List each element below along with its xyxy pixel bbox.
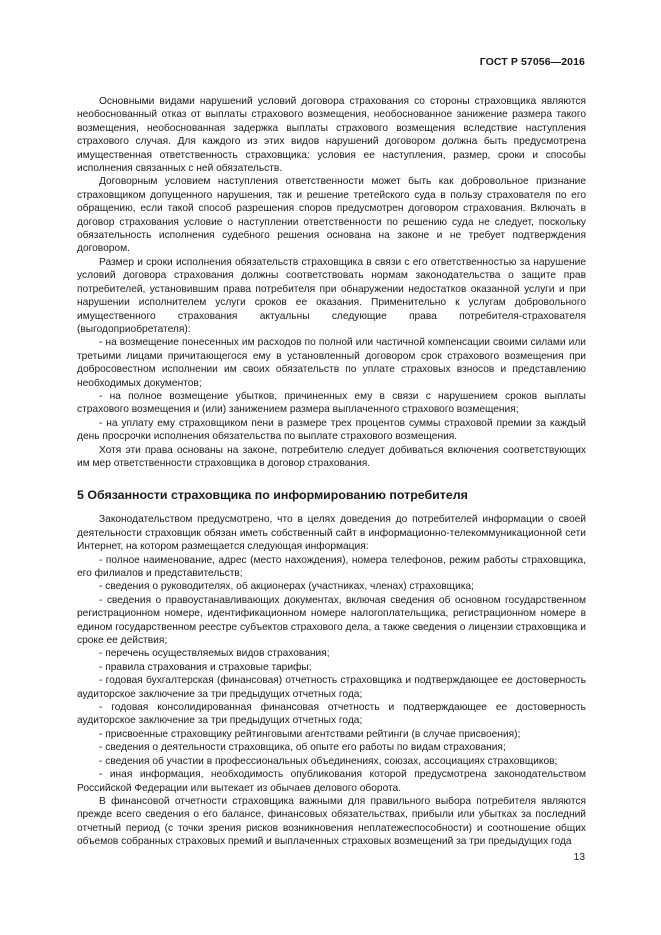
body-paragraph: - годовая бухгалтерская (финансовая) отчетность страховщика и подтверждающее ее достоверность аудиторское заключение за три предыдущих отчетных года; (77, 675, 586, 700)
body-paragraph: - сведения об участии в профессиональных объединениях, союзах, ассоциациях страховщиков; (99, 755, 558, 767)
body-paragraph: Хотя эти права основаны на законе, потребителю следует добиваться включения соответствующих им мер ответственности страховщика в договор страхования. (77, 444, 586, 469)
body-paragraph: Основными видами нарушений условий договора страхования со стороны страховщика являются необоснованный отказ от выплаты страхового возмещения, необоснованное занижение размера такого возмещения, необоснованная задержка выплаты страхового возмещения вследствие наступления страхового случая. Для каждого из этих видов нарушений договором должна быть предусмотрена имущественная ответственность страховщика: условия ее наступления, размер, сроки и способы исполнения связанных с ней обязательств. (77, 96, 586, 175)
body-paragraph: - на полное возмещение убытков, причиненных ему в связи с нарушением сроков выплаты страхового возмещения и (или) занижением размера выплаченного страхового возмещения; (77, 390, 586, 416)
section-heading: 5 Обязанности страховщика по информированию потребителя (77, 488, 468, 503)
paragraph-block-liability (77, 95, 586, 470)
body-paragraph: Размер и сроки исполнения обязательств страховщика в связи с его ответственностью за нарушение условий договора страхования должны соответствовать нормам законодательства о защите прав потребителей, установившим права потребителя при обнаружении недостатков оказанной услуги и при нарушении исполнителем услуги сроков ее оказания. Применительно к услугам добровольного имущественного страхования актуальны следующие права потребителя-страхователя (выгодоприобретателя): (77, 256, 586, 335)
body-paragraph: - сведения о деятельности страховщика, об опыте его работы по видам страхования; (99, 742, 506, 754)
body-paragraph: - иная информация, необходимость опубликования которой предусмотрена законодательством Российской Федерации или вытекает из обычаев делового оборота. (77, 769, 586, 794)
body-paragraph: В финансовой отчетности страховщика важными для правильного выбора потребителя являются прежде всего сведения о его балансе, финансовых обязательствах, прибыли или убытках за последний отчетный период (с точки зрения рисков возникновения неплатежеспособности) и соотношение общих объемов собранных страховых премий и выплаченных страховых возмещений за три предыдущих года (77, 795, 586, 848)
document-code-header: ГОСТ Р 57056—2016 (479, 56, 585, 68)
body-paragraph: - годовая консолидированная финансовая отчетность и подтверждающее ее достоверность аудиторское заключение за три предыдущих отчетных года; (77, 702, 586, 727)
body-paragraph: - на возмещение понесенных им расходов по полной или частичной компенсации своими силами или третьими лицами причитающегося ему в установленный договором срок страхового возмещения при добросовестном исполнении им своих обязательств по уплате страховых взносов и представлению необходимых документов; (77, 337, 586, 389)
body-paragraph: Законодательством предусмотрено, что в целях доведения до потребителей информации о своей деятельности страховщик обязан иметь собственный сайт в информационно-телекоммуникационной сети Интернет, на котором размещается следующая информация: (77, 514, 586, 553)
body-paragraph: - присвоенные страховщику рейтинговыми агентствами рейтинги (в случае присвоения); (99, 728, 521, 740)
body-paragraph: - правила страхования и страховые тарифы; (99, 661, 312, 673)
body-paragraph: - на уплату ему страховщиком пени в размере трех процентов суммы страховой премии за каждый день просрочки исполнения обязательства по выплате страхового возмещения. (77, 417, 586, 443)
paragraph-block-information-duties (77, 513, 586, 848)
page-number: 13 (573, 852, 585, 863)
body-paragraph: - сведения о руководителях, об акционерах (участниках, членах) страховщика; (99, 581, 474, 593)
body-paragraph: - сведения о правоустанавливающих документах, включая сведения об основном государственном регистрационном номере, идентификационном номере налогоплательщика, регистрационном номере в едином государственном реестре субъектов страхового дела, а также сведения о лицензии страховщика и сроке ее действия; (77, 594, 586, 647)
page-body (77, 95, 586, 849)
body-paragraph: - полное наименование, адрес (место нахождения), номера телефонов, режим работы страховщика, его филиалов и представительств; (77, 554, 586, 579)
body-paragraph: - перечень осуществляемых видов страхования; (99, 648, 330, 660)
body-paragraph: Договорным условием наступления ответственности может быть как добровольное признание страховщиком допущенного нарушения, так и решение третейского суда в пользу страхователя по его обращению, если такой способ разрешения споров предусмотрен договором страхования. Включать в договор страхования условие о наступлении ответственности по решению суда не следует, поскольку обязательность исполнения судебного решения основана на законе и не требует подтверждения договором. (77, 176, 586, 255)
